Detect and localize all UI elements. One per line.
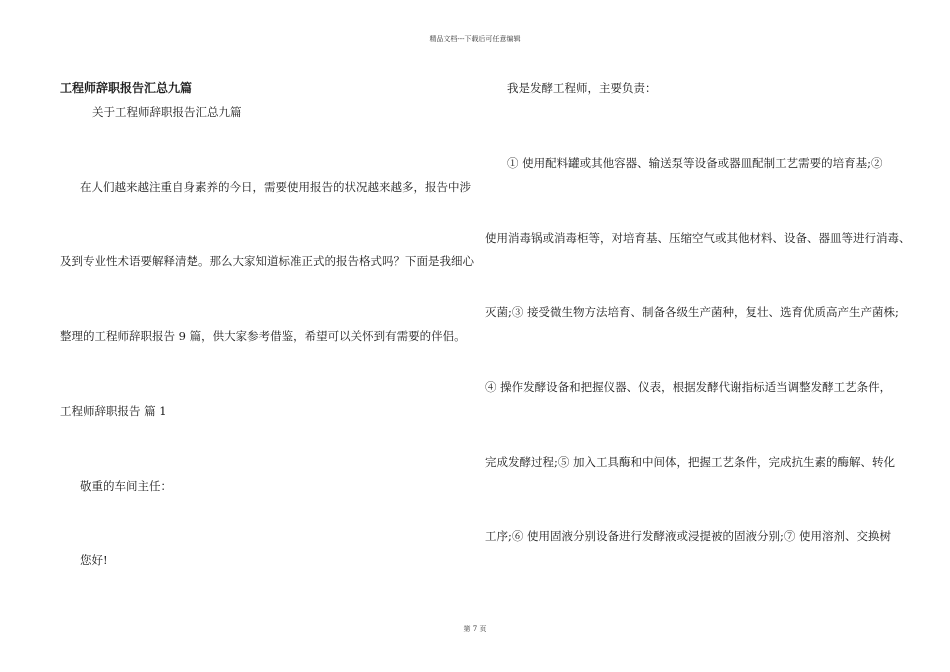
body-line-7: 工序;⑥ 使用固液分别设备进行发酵液或浸提被的固液分别;⑦ 使用溶剂、交换树 xyxy=(485,529,892,543)
body-line-5: ④ 操作发酵设备和把握仪器、仪表，根据发酵代谢指标适当调整发酵工艺条件， xyxy=(485,380,892,394)
section-heading: 工程师辞职报告 篇 1 xyxy=(60,404,167,418)
letter-greeting: 您好! xyxy=(80,553,108,567)
document-subtitle: 关于工程师辞职报告汇总九篇 xyxy=(92,105,242,119)
body-line-3: 使用消毒锅或消毒柜等，对培育基、压缩空气或其他材料、设备、器皿等进行消毒、 xyxy=(485,231,911,245)
body-line-1: 我是发酵工程师，主要负责： xyxy=(507,81,657,95)
intro-paragraph-line-1: 在人们越来越注重自身素养的今日，需要使用报告的状况越来越多，报告中涉 xyxy=(80,180,471,194)
intro-paragraph-line-2: 及到专业性术语要解释清楚。那么大家知道标准正式的报告格式吗？下面是我细心 xyxy=(60,254,474,268)
document-title: 工程师辞职报告汇总九篇 xyxy=(60,81,193,95)
page-header-note: 精品文档---下载后可任意编辑 xyxy=(429,35,521,43)
body-line-6: 完成发酵过程;⑤ 加入工具酶和中间体，把握工艺条件，完成抗生素的酶解、转化 xyxy=(485,455,896,469)
intro-paragraph-line-3: 整理的工程师辞职报告 9 篇，供大家参考借鉴，希望可以关怀到有需要的伴侣。 xyxy=(60,329,466,343)
body-line-4: 灭菌;③ 接受微生物方法培育、制备各级生产菌种，复壮、选育优质高产生产菌株; xyxy=(485,305,899,319)
page-number: 第 7 页 xyxy=(463,625,487,633)
letter-salutation: 敬重的车间主任： xyxy=(80,479,172,493)
body-line-2: ① 使用配料罐或其他容器、输送泵等设备或器皿配制工艺需要的培育基;② xyxy=(507,156,883,170)
